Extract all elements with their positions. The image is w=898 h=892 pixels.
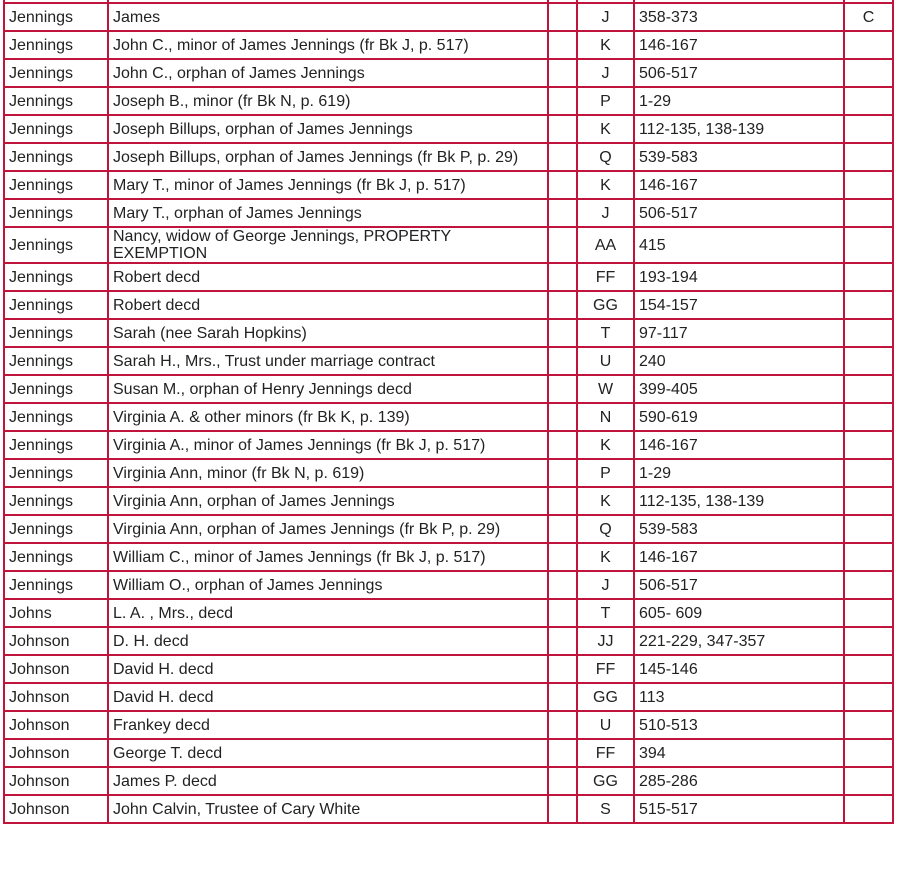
given-name-cell: Joseph Billups, orphan of James Jennings (fr Bk P, p. 29): [108, 143, 548, 171]
table-row: [4, 739, 893, 767]
blank-cell: [548, 199, 577, 227]
blank-cell: [548, 459, 577, 487]
surname-cell: Jennings: [4, 375, 108, 403]
book-cell: K: [577, 31, 634, 59]
surname-cell: Johnson: [4, 795, 108, 823]
surname-cell: Jennings: [4, 347, 108, 375]
pages-cell: 285-286: [634, 767, 844, 795]
surname-cell: Jennings: [4, 31, 108, 59]
table-row: [4, 199, 893, 227]
surname-cell: Johnson: [4, 739, 108, 767]
surname-cell: Jennings: [4, 319, 108, 347]
given-name-cell: John C., orphan of James Jennings: [108, 59, 548, 87]
given-name-cell: John C., minor of James Jennings (fr Bk J, p. 517): [108, 31, 548, 59]
blank-cell: [548, 683, 577, 711]
note-cell: [844, 711, 893, 739]
pages-cell: 605- 609: [634, 599, 844, 627]
table-row: [4, 263, 893, 291]
pages-cell: 506-517: [634, 571, 844, 599]
pages-cell: 539-583: [634, 515, 844, 543]
pages-cell: 221-229, 347-357: [634, 627, 844, 655]
book-cell: Q: [577, 143, 634, 171]
book-cell: K: [577, 115, 634, 143]
book-cell: T: [577, 319, 634, 347]
pages-cell: 394: [634, 739, 844, 767]
blank-cell: [548, 739, 577, 767]
table-row: [4, 403, 893, 431]
book-cell: S: [577, 795, 634, 823]
given-name-cell: Nancy, widow of George Jennings, PROPERTY EXEMPTION: [108, 227, 548, 263]
table-row: [4, 571, 893, 599]
note-cell: [844, 347, 893, 375]
blank-cell: [548, 431, 577, 459]
pages-cell: 358-373: [634, 3, 844, 31]
table-row: [4, 375, 893, 403]
table-row: [4, 115, 893, 143]
pages-cell: 146-167: [634, 431, 844, 459]
surname-cell: Johnson: [4, 711, 108, 739]
surname-cell: Johnson: [4, 655, 108, 683]
book-cell: K: [577, 543, 634, 571]
note-cell: C: [844, 3, 893, 31]
note-cell: [844, 571, 893, 599]
book-cell: JJ: [577, 627, 634, 655]
blank-cell: [548, 59, 577, 87]
surname-cell: Jennings: [4, 291, 108, 319]
pages-cell: 415: [634, 227, 844, 263]
book-cell: FF: [577, 263, 634, 291]
table-row: [4, 171, 893, 199]
note-cell: [844, 767, 893, 795]
pages-cell: 112-135, 138-139: [634, 487, 844, 515]
table-row: [4, 87, 893, 115]
surname-cell: Jennings: [4, 115, 108, 143]
given-name-cell: William O., orphan of James Jennings: [108, 571, 548, 599]
book-cell: P: [577, 459, 634, 487]
surname-cell: Johnson: [4, 767, 108, 795]
blank-cell: [548, 143, 577, 171]
table-row: [4, 683, 893, 711]
blank-cell: [548, 87, 577, 115]
table-row: [4, 431, 893, 459]
table-row: [4, 543, 893, 571]
given-name-cell: Mary T., minor of James Jennings (fr Bk J, p. 517): [108, 171, 548, 199]
note-cell: [844, 403, 893, 431]
note-cell: [844, 227, 893, 263]
table-row: [4, 627, 893, 655]
surname-cell: Jennings: [4, 431, 108, 459]
pages-cell: 146-167: [634, 171, 844, 199]
book-cell: N: [577, 403, 634, 431]
book-cell: U: [577, 711, 634, 739]
book-cell: K: [577, 171, 634, 199]
note-cell: [844, 515, 893, 543]
blank-cell: [548, 795, 577, 823]
book-cell: Q: [577, 515, 634, 543]
given-name-cell: Joseph Billups, orphan of James Jennings: [108, 115, 548, 143]
given-name-cell: James P. decd: [108, 767, 548, 795]
blank-cell: [548, 403, 577, 431]
note-cell: [844, 143, 893, 171]
blank-cell: [548, 375, 577, 403]
surname-cell: Johnson: [4, 683, 108, 711]
note-cell: [844, 199, 893, 227]
table-row: [4, 711, 893, 739]
book-cell: P: [577, 87, 634, 115]
given-name-cell: D. H. decd: [108, 627, 548, 655]
book-cell: J: [577, 3, 634, 31]
surname-cell: Jennings: [4, 171, 108, 199]
pages-cell: 154-157: [634, 291, 844, 319]
book-cell: K: [577, 487, 634, 515]
surname-cell: Johns: [4, 599, 108, 627]
book-cell: W: [577, 375, 634, 403]
given-name-cell: Joseph B., minor (fr Bk N, p. 619): [108, 87, 548, 115]
table-row: [4, 515, 893, 543]
note-cell: [844, 627, 893, 655]
table-row: [4, 655, 893, 683]
book-cell: U: [577, 347, 634, 375]
surname-cell: Jennings: [4, 515, 108, 543]
note-cell: [844, 171, 893, 199]
given-name-cell: Virginia A., minor of James Jennings (fr Bk J, p. 517): [108, 431, 548, 459]
pages-cell: 145-146: [634, 655, 844, 683]
surname-cell: Jennings: [4, 487, 108, 515]
given-name-cell: David H. decd: [108, 683, 548, 711]
note-cell: [844, 487, 893, 515]
table-row: [4, 31, 893, 59]
table-row: [4, 767, 893, 795]
table-row: [4, 795, 893, 823]
blank-cell: [548, 599, 577, 627]
blank-cell: [548, 767, 577, 795]
given-name-cell: Mary T., orphan of James Jennings: [108, 199, 548, 227]
given-name-cell: Virginia Ann, orphan of James Jennings: [108, 487, 548, 515]
table-row: [4, 347, 893, 375]
surname-cell: Jennings: [4, 199, 108, 227]
given-name-cell: George T. decd: [108, 739, 548, 767]
note-cell: [844, 31, 893, 59]
note-cell: [844, 739, 893, 767]
index-table: [3, 0, 894, 824]
book-cell: J: [577, 59, 634, 87]
book-cell: J: [577, 199, 634, 227]
book-cell: FF: [577, 739, 634, 767]
table-row: [4, 291, 893, 319]
pages-cell: 146-167: [634, 543, 844, 571]
note-cell: [844, 431, 893, 459]
pages-cell: 510-513: [634, 711, 844, 739]
surname-cell: Jennings: [4, 87, 108, 115]
note-cell: [844, 263, 893, 291]
surname-cell: Jennings: [4, 263, 108, 291]
note-cell: [844, 375, 893, 403]
table-row: [4, 599, 893, 627]
given-name-cell: Robert decd: [108, 263, 548, 291]
note-cell: [844, 59, 893, 87]
surname-cell: Johnson: [4, 627, 108, 655]
given-name-cell: Virginia Ann, minor (fr Bk N, p. 619): [108, 459, 548, 487]
book-cell: J: [577, 571, 634, 599]
table-row: [4, 459, 893, 487]
book-cell: K: [577, 431, 634, 459]
note-cell: [844, 115, 893, 143]
blank-cell: [548, 227, 577, 263]
table-row: [4, 487, 893, 515]
pages-cell: 240: [634, 347, 844, 375]
note-cell: [844, 795, 893, 823]
note-cell: [844, 291, 893, 319]
book-cell: GG: [577, 767, 634, 795]
blank-cell: [548, 627, 577, 655]
book-cell: GG: [577, 291, 634, 319]
given-name-cell: John Calvin, Trustee of Cary White: [108, 795, 548, 823]
book-cell: AA: [577, 227, 634, 263]
pages-cell: 399-405: [634, 375, 844, 403]
note-cell: [844, 683, 893, 711]
given-name-cell: James: [108, 3, 548, 31]
note-cell: [844, 599, 893, 627]
surname-cell: Jennings: [4, 543, 108, 571]
blank-cell: [548, 263, 577, 291]
given-name-cell: Virginia A. & other minors (fr Bk K, p. 139): [108, 403, 548, 431]
surname-cell: Jennings: [4, 403, 108, 431]
pages-cell: 146-167: [634, 31, 844, 59]
book-cell: GG: [577, 683, 634, 711]
blank-cell: [548, 3, 577, 31]
pages-cell: 1-29: [634, 87, 844, 115]
blank-cell: [548, 115, 577, 143]
given-name-cell: Sarah H., Mrs., Trust under marriage contract: [108, 347, 548, 375]
surname-cell: Jennings: [4, 59, 108, 87]
blank-cell: [548, 655, 577, 683]
blank-cell: [548, 347, 577, 375]
given-name-cell: Sarah (nee Sarah Hopkins): [108, 319, 548, 347]
pages-cell: 113: [634, 683, 844, 711]
given-name-cell: Robert decd: [108, 291, 548, 319]
pages-cell: 506-517: [634, 199, 844, 227]
surname-cell: Jennings: [4, 3, 108, 31]
note-cell: [844, 655, 893, 683]
pages-cell: 1-29: [634, 459, 844, 487]
given-name-cell: William C., minor of James Jennings (fr Bk J, p. 517): [108, 543, 548, 571]
pages-cell: 515-517: [634, 795, 844, 823]
table-row: [4, 3, 893, 31]
given-name-cell: Susan M., orphan of Henry Jennings decd: [108, 375, 548, 403]
table-row: [4, 59, 893, 87]
surname-cell: Jennings: [4, 459, 108, 487]
blank-cell: [548, 487, 577, 515]
surname-cell: Jennings: [4, 227, 108, 263]
given-name-cell: Frankey decd: [108, 711, 548, 739]
pages-cell: 193-194: [634, 263, 844, 291]
blank-cell: [548, 291, 577, 319]
given-name-cell: David H. decd: [108, 655, 548, 683]
table-row: [4, 319, 893, 347]
pages-cell: 539-583: [634, 143, 844, 171]
blank-cell: [548, 571, 577, 599]
note-cell: [844, 543, 893, 571]
book-cell: T: [577, 599, 634, 627]
book-cell: FF: [577, 655, 634, 683]
blank-cell: [548, 319, 577, 347]
blank-cell: [548, 711, 577, 739]
blank-cell: [548, 31, 577, 59]
surname-cell: Jennings: [4, 571, 108, 599]
note-cell: [844, 87, 893, 115]
blank-cell: [548, 171, 577, 199]
pages-cell: 112-135, 138-139: [634, 115, 844, 143]
blank-cell: [548, 515, 577, 543]
table-row: [4, 227, 893, 263]
note-cell: [844, 459, 893, 487]
pages-cell: 97-117: [634, 319, 844, 347]
given-name-cell: L. A. , Mrs., decd: [108, 599, 548, 627]
pages-cell: 590-619: [634, 403, 844, 431]
note-cell: [844, 319, 893, 347]
given-name-cell: Virginia Ann, orphan of James Jennings (fr Bk P, p. 29): [108, 515, 548, 543]
pages-cell: 506-517: [634, 59, 844, 87]
table-row: [4, 143, 893, 171]
blank-cell: [548, 543, 577, 571]
surname-cell: Jennings: [4, 143, 108, 171]
